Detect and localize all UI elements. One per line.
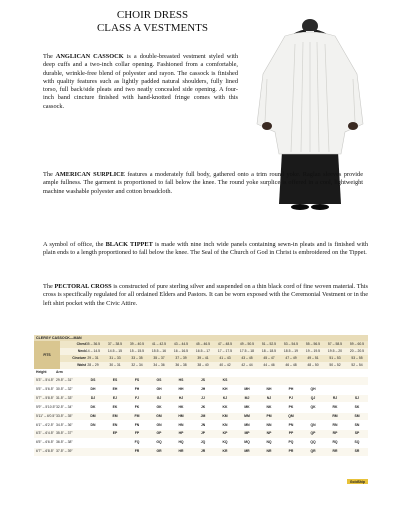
size-code-cell: GP xyxy=(156,431,162,436)
size-code-cell: NH xyxy=(266,386,272,391)
size-code-cell: JN xyxy=(200,422,206,427)
measure-cell: 38 – 40 xyxy=(197,363,209,367)
size-code-cell: MK xyxy=(244,404,250,409)
measure-cell: 48 – 50 xyxy=(307,363,319,367)
size-code-cell: QM xyxy=(288,413,294,418)
title-line-1: CHOIR DRESS xyxy=(116,9,189,21)
measure-cell: 49 – 50.5 xyxy=(239,342,255,346)
measure-cell: 28 – 29 xyxy=(87,363,99,367)
size-code-cell: KJ xyxy=(222,395,228,400)
size-code-cell: MR xyxy=(244,449,250,454)
height-cell: 5'9" – 5'10.5" xyxy=(36,404,56,409)
size-code-cell: RK xyxy=(332,404,338,409)
size-code-cell: KS xyxy=(222,378,228,382)
measure-cell: 55 – 56.5 xyxy=(305,342,321,346)
size-code-cell: EH xyxy=(112,386,118,391)
measure-cell: 53 – 54.5 xyxy=(283,342,299,346)
size-code-cell: MP xyxy=(244,431,250,436)
height-cell: 5'11" – 6'0.5" xyxy=(36,413,56,418)
cassock-name: ANGLICAN CASSOCK xyxy=(55,53,124,60)
size-code-cell: GS xyxy=(156,378,162,382)
size-code-cell: HS xyxy=(178,378,184,382)
size-code-cell: SN xyxy=(354,422,360,427)
size-code-cell: QQ xyxy=(310,440,316,445)
measure-cell: 31 – 33 xyxy=(109,356,121,360)
measure-cell: 34 – 36 xyxy=(153,363,165,367)
height-cell: 5'7" – 5'8.5" xyxy=(36,395,54,400)
size-code-cell: KH xyxy=(222,386,228,391)
measure-cell: 51 – 53 xyxy=(329,356,341,360)
cross-description: The PECTORAL CROSS is constructed of pure sterling silver and suspended on a thin black cord of fine woven material. This cross is specifically regulated for all ordained Elders and Pastors. It can be worn exposed with the Ceremonial Vestment or in the left shirt pocket with the Civic Attire. xyxy=(43,283,368,307)
arm-cell: 36.5" – 38" xyxy=(56,440,73,445)
size-code-cell: MN xyxy=(244,422,250,427)
measure-cell: 45 – 47 xyxy=(263,356,275,360)
arm-cell: 30.5" – 32" xyxy=(56,386,73,391)
size-code-cell: KK xyxy=(222,404,228,409)
measure-cell: 16 – 16.5 xyxy=(173,349,189,353)
size-row xyxy=(34,386,368,394)
measure-label: Waist xyxy=(77,363,86,367)
measure-cell: 52 – 54 xyxy=(351,363,363,367)
size-code-cell: QJ xyxy=(310,395,316,400)
size-row xyxy=(34,422,368,430)
size-code-cell: JP xyxy=(200,431,206,436)
cassock-description: The ANGLICAN CASSOCK is a double-breasted vestment styled with deep cuffs and a two-inch collar opening. Fashioned from a comfortable, durable, wrinkle-free blend of polyester and rayon. The cassock is finished with quality features such as lightly padded natural shoulders, fully lined torso, full back/side pleats and two neatly concealed side opening. A four-inch band cincture finished with hand-knotted fringe comes with this cassock. xyxy=(43,53,238,110)
size-code-cell: MJ xyxy=(244,395,250,400)
measure-cell: 18.5 – 19 xyxy=(283,349,299,353)
size-code-cell: GN xyxy=(156,422,162,427)
arm-cell: 32.5" – 34" xyxy=(56,404,73,409)
measure-cell: 19.5 – 20 xyxy=(327,349,343,353)
measure-label: Chest xyxy=(76,342,86,346)
arm-label: Arm xyxy=(56,370,63,374)
size-row xyxy=(34,377,368,385)
measure-cell: 15 – 15.5 xyxy=(129,349,145,353)
size-code-cell: DN xyxy=(90,422,96,427)
size-code-cell: PM xyxy=(266,413,272,418)
size-code-cell: JJ xyxy=(201,395,205,400)
measure-cell: 14 – 14.5 xyxy=(85,349,101,353)
height-cell: 5'5" – 5'6.5" xyxy=(36,386,54,391)
size-code-cell: SQ xyxy=(354,440,360,445)
size-code-cell: DK xyxy=(90,404,96,409)
measure-cell: 47 – 48.5 xyxy=(217,342,233,346)
size-code-cell: RP xyxy=(332,431,338,436)
size-code-cell: EP xyxy=(112,431,118,436)
measure-cell: 18 – 18.5 xyxy=(261,349,277,353)
size-code-cell: HM xyxy=(178,413,184,418)
measure-cell: 41 – 42.5 xyxy=(151,342,167,346)
size-row xyxy=(34,448,368,456)
size-code-cell: EM xyxy=(112,413,118,418)
size-code-cell: PP xyxy=(288,431,294,436)
size-code-cell: RQ xyxy=(332,440,338,445)
measure-cell: 41 – 43 xyxy=(219,356,231,360)
size-code-cell: NJ xyxy=(266,395,272,400)
size-code-cell: MH xyxy=(244,386,250,391)
size-code-cell: GH xyxy=(156,386,162,391)
measure-cell: 32 – 34 xyxy=(131,363,143,367)
size-code-cell: KR xyxy=(222,449,228,454)
size-code-cell: PQ xyxy=(288,440,294,445)
size-code-cell: QR xyxy=(310,449,316,454)
size-row xyxy=(34,404,368,412)
size-code-cell: FS xyxy=(134,378,140,382)
size-chart-title: CLERGY CASSOCK—MAN xyxy=(34,335,368,341)
height-cell: 6'5" – 6'6.5" xyxy=(36,440,54,445)
arm-cell: 34.5" – 36" xyxy=(56,422,73,427)
size-code-cell: JS xyxy=(200,378,206,382)
measure-cell: 53 – 55 xyxy=(351,356,363,360)
size-code-cell: FH xyxy=(134,386,140,391)
measure-cell: 17 – 17.5 xyxy=(217,349,233,353)
size-code-cell: SR xyxy=(354,449,360,454)
size-code-cell: SJ xyxy=(354,395,360,400)
cross-name: PECTORAL CROSS xyxy=(54,283,112,290)
measure-cell: 39 – 41 xyxy=(197,356,209,360)
measure-cell: 16.5 – 17 xyxy=(195,349,211,353)
surplice-name: AMERICAN SURPLICE xyxy=(55,171,125,178)
size-code-cell: EJ xyxy=(112,395,118,400)
size-code-cell: NQ xyxy=(266,440,272,445)
measure-row xyxy=(60,362,368,369)
height-label: Height xyxy=(36,370,47,374)
size-code-cell: FP xyxy=(134,431,140,436)
size-code-cell: HP xyxy=(178,431,184,436)
size-code-cell: HJ xyxy=(178,395,184,400)
measure-cell: 35 – 36.5 xyxy=(85,342,101,346)
size-code-cell: GM xyxy=(156,413,162,418)
size-code-cell: FR xyxy=(134,449,140,454)
arm-cell: 33.5" – 35" xyxy=(56,413,73,418)
size-code-cell: GQ xyxy=(156,440,162,445)
measure-cell: 30 – 31 xyxy=(109,363,121,367)
page-title xyxy=(95,9,210,35)
measure-row xyxy=(60,355,368,362)
size-code-cell: KP xyxy=(222,431,228,436)
measure-cell: 36 – 38 xyxy=(175,363,187,367)
size-code-cell: NK xyxy=(266,404,272,409)
measure-row xyxy=(60,348,368,355)
size-code-cell: MM xyxy=(244,413,250,418)
measure-cell: 44 – 46 xyxy=(263,363,275,367)
size-code-cell: FK xyxy=(134,404,140,409)
size-code-cell: SM xyxy=(354,413,360,418)
arm-cell: 31.5" – 33" xyxy=(56,395,73,400)
height-cell: 5'3" – 5'4.5" xyxy=(36,378,54,382)
size-code-cell: FJ xyxy=(135,395,139,400)
size-code-cell: FM xyxy=(134,413,140,418)
size-code-cell: EN xyxy=(112,422,118,427)
measurement-header xyxy=(60,341,368,369)
size-code-cell: QP xyxy=(310,431,316,436)
measure-cell: 49 – 51 xyxy=(307,356,319,360)
measure-cell: 15.5 – 16 xyxy=(151,349,167,353)
size-code-cell: GK xyxy=(156,404,162,409)
size-code-cell: KN xyxy=(222,422,228,427)
measure-cell: 20 – 20.5 xyxy=(349,349,365,353)
surplice-description: The AMERICAN SURPLICE features a moderately full body, gathered onto a trim round yoke. Raglan sleeves provide ample fullness. The garment is proportioned to fall below the knee. The round yoke surplice is offered in a cool, lightweight machine washable polyester and cotton broadcloth. xyxy=(43,171,363,195)
arm-cell: 35.5" – 37" xyxy=(56,431,73,436)
size-code-cell: PJ xyxy=(288,395,294,400)
size-code-cell: HR xyxy=(178,449,184,454)
fits-label: FITS xyxy=(34,341,60,369)
measure-cell: 40 – 42 xyxy=(219,363,231,367)
height-cell: 6'1" – 6'2.5" xyxy=(36,422,54,427)
size-code-cell: ES xyxy=(112,378,118,382)
size-code-cell: RJ xyxy=(332,395,338,400)
size-code-cell: QN xyxy=(310,422,316,427)
size-code-cell: PN xyxy=(288,422,294,427)
measure-cell: 17.5 – 18 xyxy=(239,349,255,353)
measure-cell: 14.5 – 15 xyxy=(107,349,123,353)
size-code-cell: RR xyxy=(332,449,338,454)
size-row xyxy=(34,430,368,438)
measure-cell: 33 – 35 xyxy=(131,356,143,360)
size-code-cell: DJ xyxy=(90,395,96,400)
measure-cell: 46 – 48 xyxy=(285,363,297,367)
measure-cell: 57 – 58.5 xyxy=(327,342,343,346)
measure-cell: 59 – 60.5 xyxy=(349,342,365,346)
height-arm-header xyxy=(34,369,368,376)
size-chart xyxy=(34,335,368,485)
size-code-cell: GJ xyxy=(156,395,162,400)
measure-cell: 39 – 40.5 xyxy=(129,342,145,346)
measure-label: Neck xyxy=(77,349,86,353)
size-code-cell: JM xyxy=(200,413,206,418)
measure-cell: 47 – 49 xyxy=(285,356,297,360)
size-code-cell: HH xyxy=(178,386,184,391)
size-code-cell: HK xyxy=(178,404,184,409)
size-code-cell: JQ xyxy=(200,440,206,445)
size-code-cell: PH xyxy=(288,386,294,391)
size-code-cell: DS xyxy=(90,378,96,382)
measure-cell: 50 – 52 xyxy=(329,363,341,367)
goldship-badge: GoldShip xyxy=(347,479,368,484)
size-row xyxy=(34,395,368,403)
size-code-cell: EK xyxy=(112,404,118,409)
arm-cell: 29.5" – 31" xyxy=(56,378,73,382)
measure-cell: 45 – 46.5 xyxy=(195,342,211,346)
size-code-cell: HQ xyxy=(178,440,184,445)
size-code-cell: HN xyxy=(178,422,184,427)
size-row xyxy=(34,413,368,421)
size-code-cell: KM xyxy=(222,413,228,418)
size-row xyxy=(34,439,368,447)
measure-cell: 19 – 19.5 xyxy=(305,349,321,353)
title-line-2: CLASS A VESTMENTS xyxy=(96,22,209,34)
size-code-cell: FQ xyxy=(134,440,140,445)
tippet-description: A symbol of office, the BLACK TIPPET is made with nine inch wide panels containing sewn-in pleats and is finished with plain ends to a length proportioned to fall below the knee. The Seal of the Church of God in Christ is embroidered on the Tippet. xyxy=(43,241,368,257)
size-code-cell: SP xyxy=(354,431,360,436)
arm-cell: 37.5" – 39" xyxy=(56,449,73,454)
size-code-cell: NR xyxy=(266,449,272,454)
size-code-cell: MQ xyxy=(244,440,250,445)
size-code-cell: DM xyxy=(90,413,96,418)
measure-cell: 51 – 52.5 xyxy=(261,342,277,346)
size-code-cell: QK xyxy=(310,404,316,409)
measure-cell: 29 – 31 xyxy=(87,356,99,360)
size-code-cell: FN xyxy=(134,422,140,427)
measure-cell: 35 – 37 xyxy=(153,356,165,360)
size-code-cell: RM xyxy=(332,413,338,418)
size-code-cell: QH xyxy=(310,386,316,391)
measure-cell: 43 – 45 xyxy=(241,356,253,360)
size-code-cell: KQ xyxy=(222,440,228,445)
size-code-cell: NN xyxy=(266,422,272,427)
size-code-cell: RN xyxy=(332,422,338,427)
size-code-cell: GR xyxy=(156,449,162,454)
size-code-cell: DH xyxy=(90,386,96,391)
measure-cell: 43 – 44.5 xyxy=(173,342,189,346)
size-code-cell: PR xyxy=(288,449,294,454)
size-code-cell: PK xyxy=(288,404,294,409)
measure-cell: 42 – 44 xyxy=(241,363,253,367)
measure-cell: 37 – 39 xyxy=(175,356,187,360)
size-code-cell: SK xyxy=(354,404,360,409)
size-code-cell: NP xyxy=(266,431,272,436)
measure-label: Cincture xyxy=(72,356,86,360)
size-code-cell: JH xyxy=(200,386,206,391)
size-code-cell: JK xyxy=(200,404,206,409)
measure-row xyxy=(60,341,368,348)
tippet-name: BLACK TIPPET xyxy=(105,241,153,248)
height-cell: 6'7" – 6'8.5" xyxy=(36,449,54,454)
measure-cell: 37 – 38.5 xyxy=(107,342,123,346)
height-cell: 6'3" – 6'4.5" xyxy=(36,431,54,436)
size-code-cell: JR xyxy=(200,449,206,454)
